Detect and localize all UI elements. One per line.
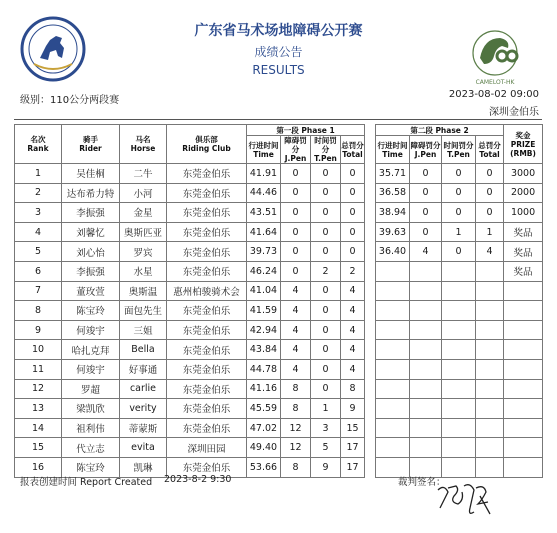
table-row bbox=[15, 418, 543, 438]
camelot-logo-text: CAMELOT-HK bbox=[475, 79, 515, 86]
col-p1-total: 总罚分 Total bbox=[341, 136, 365, 164]
cell-p2-total bbox=[476, 320, 504, 340]
cell-p1-tpen: 9 bbox=[311, 457, 341, 477]
cell-club: 东莞金伯乐 bbox=[167, 359, 247, 379]
col-p2-jpen: 障碍罚分 J.Pen bbox=[410, 136, 442, 164]
cell-p1-tpen: 0 bbox=[311, 281, 341, 301]
col-p2-total: 总罚分 Total bbox=[476, 136, 504, 164]
cell-p1-total: 0 bbox=[341, 183, 365, 203]
event-title: 广东省马术场地障碍公开赛 bbox=[194, 23, 363, 39]
cell-horse: Bella bbox=[120, 340, 167, 360]
cell-rank: 3 bbox=[15, 203, 62, 223]
cell-p2-jpen bbox=[410, 359, 442, 379]
cell-rank: 6 bbox=[15, 261, 62, 281]
cell-p1-time: 45.59 bbox=[247, 399, 281, 419]
cell-p1-time: 49.40 bbox=[247, 438, 281, 458]
cell-p1-total: 4 bbox=[341, 320, 365, 340]
cell-prize: 2000 bbox=[504, 183, 543, 203]
cell-p1-total: 0 bbox=[341, 203, 365, 223]
cell-p1-tpen: 3 bbox=[311, 418, 341, 438]
cell-rider: 陈宝玲 bbox=[62, 457, 120, 477]
camelot-logo-icon bbox=[462, 26, 528, 88]
cell-p2-jpen bbox=[410, 301, 442, 321]
cell-rider: 刘馨忆 bbox=[62, 222, 120, 242]
cell-p1-total: 0 bbox=[341, 222, 365, 242]
col-prize: 奖金 PRIZE (RMB) bbox=[504, 125, 543, 164]
table-row bbox=[15, 399, 543, 419]
cell-club: 东莞金伯乐 bbox=[167, 399, 247, 419]
cell-p1-tpen: 0 bbox=[311, 183, 341, 203]
results-heading: RESULTS bbox=[252, 63, 305, 77]
cell-p1-total: 17 bbox=[341, 438, 365, 458]
cell-spacer bbox=[365, 164, 376, 184]
cell-prize bbox=[504, 320, 543, 340]
cell-p1-total: 4 bbox=[341, 301, 365, 321]
cell-club: 惠州柏骏骑术会 bbox=[167, 281, 247, 301]
cell-p2-total bbox=[476, 281, 504, 301]
col-p1-time: 行进时间 Time bbox=[247, 136, 281, 164]
cell-horse: 金星 bbox=[120, 203, 167, 223]
cell-club: 东莞金伯乐 bbox=[167, 164, 247, 184]
cell-p1-jpen: 0 bbox=[281, 164, 311, 184]
cell-p2-tpen bbox=[442, 261, 476, 281]
cell-p1-time: 43.51 bbox=[247, 203, 281, 223]
cell-horse: evita bbox=[120, 438, 167, 458]
cell-p1-jpen: 0 bbox=[281, 261, 311, 281]
cell-rider: 何竣宇 bbox=[62, 320, 120, 340]
cell-rank: 10 bbox=[15, 340, 62, 360]
cell-p1-tpen: 0 bbox=[311, 222, 341, 242]
cell-prize: 奖品 bbox=[504, 222, 543, 242]
cell-p1-total: 15 bbox=[341, 418, 365, 438]
cell-club: 东莞金伯乐 bbox=[167, 261, 247, 281]
cell-prize: 奖品 bbox=[504, 242, 543, 262]
cell-p1-total: 17 bbox=[341, 457, 365, 477]
col-p2-tpen: 时间罚分 T.Pen bbox=[442, 136, 476, 164]
cell-p2-jpen bbox=[410, 379, 442, 399]
cell-p1-time: 39.73 bbox=[247, 242, 281, 262]
cell-rider: 刘心怡 bbox=[62, 242, 120, 262]
cell-p2-total bbox=[476, 379, 504, 399]
cell-p2-time bbox=[376, 379, 410, 399]
cell-p1-jpen: 0 bbox=[281, 183, 311, 203]
cell-prize bbox=[504, 281, 543, 301]
cell-spacer bbox=[365, 320, 376, 340]
cell-club: 东莞金伯乐 bbox=[167, 340, 247, 360]
col-spacer bbox=[365, 125, 376, 164]
cell-p1-time: 42.94 bbox=[247, 320, 281, 340]
table-header-row-1 bbox=[15, 125, 543, 136]
cell-p1-jpen: 12 bbox=[281, 418, 311, 438]
cell-p2-time: 39.63 bbox=[376, 222, 410, 242]
cell-horse: 水星 bbox=[120, 261, 167, 281]
report-header bbox=[0, 0, 557, 118]
cell-p1-jpen: 8 bbox=[281, 399, 311, 419]
cell-p2-total: 4 bbox=[476, 242, 504, 262]
cell-spacer bbox=[365, 203, 376, 223]
cell-p1-tpen: 5 bbox=[311, 438, 341, 458]
cell-p2-total: 0 bbox=[476, 203, 504, 223]
cell-horse: 凯琳 bbox=[120, 457, 167, 477]
cell-rank: 5 bbox=[15, 242, 62, 262]
cell-p2-time bbox=[376, 359, 410, 379]
cell-prize bbox=[504, 379, 543, 399]
cell-rider: 董玫萱 bbox=[62, 281, 120, 301]
cell-p1-time: 46.24 bbox=[247, 261, 281, 281]
table-row bbox=[15, 203, 543, 223]
cell-p1-total: 2 bbox=[341, 261, 365, 281]
cell-p2-time: 36.58 bbox=[376, 183, 410, 203]
cell-p2-tpen bbox=[442, 418, 476, 438]
table-row bbox=[15, 164, 543, 184]
cell-spacer bbox=[365, 242, 376, 262]
cell-prize: 奖品 bbox=[504, 261, 543, 281]
cell-spacer bbox=[365, 457, 376, 477]
cell-p2-jpen: 4 bbox=[410, 242, 442, 262]
cell-p2-time bbox=[376, 399, 410, 419]
cell-p1-tpen: 0 bbox=[311, 379, 341, 399]
cell-spacer bbox=[365, 261, 376, 281]
cell-horse: 小河 bbox=[120, 183, 167, 203]
cell-rider: 李振强 bbox=[62, 203, 120, 223]
cell-spacer bbox=[365, 379, 376, 399]
results-body bbox=[15, 164, 543, 478]
cell-p2-tpen bbox=[442, 320, 476, 340]
cell-p1-jpen: 4 bbox=[281, 320, 311, 340]
cell-p1-time: 43.84 bbox=[247, 340, 281, 360]
referee-signature bbox=[434, 478, 494, 520]
cell-horse: 面包先生 bbox=[120, 301, 167, 321]
cell-p1-jpen: 8 bbox=[281, 457, 311, 477]
cell-prize: 3000 bbox=[504, 164, 543, 184]
cell-rank: 2 bbox=[15, 183, 62, 203]
col-phase1: 第一段 Phase 1 bbox=[247, 125, 365, 136]
cell-p1-tpen: 0 bbox=[311, 242, 341, 262]
report-created-value: 2023-8-2 9:30 bbox=[164, 474, 232, 485]
cell-p1-tpen: 1 bbox=[311, 399, 341, 419]
cell-club: 东莞金伯乐 bbox=[167, 301, 247, 321]
cell-p1-tpen: 0 bbox=[311, 359, 341, 379]
cell-spacer bbox=[365, 438, 376, 458]
cell-p1-total: 8 bbox=[341, 379, 365, 399]
cell-rank: 11 bbox=[15, 359, 62, 379]
col-horse: 马名 Horse bbox=[120, 125, 167, 164]
cell-p2-tpen bbox=[442, 457, 476, 477]
cell-p1-tpen: 0 bbox=[311, 203, 341, 223]
col-rank: 名次 Rank bbox=[15, 125, 62, 164]
cell-p2-total bbox=[476, 418, 504, 438]
cell-p1-jpen: 4 bbox=[281, 340, 311, 360]
cell-horse: 三姐 bbox=[120, 320, 167, 340]
cell-p2-time: 36.40 bbox=[376, 242, 410, 262]
cell-p1-total: 4 bbox=[341, 340, 365, 360]
cell-p2-tpen bbox=[442, 281, 476, 301]
table-row bbox=[15, 359, 543, 379]
col-rider: 骑手 Rider bbox=[62, 125, 120, 164]
referee-signature-label: 裁判签名： bbox=[398, 477, 446, 488]
table-row bbox=[15, 438, 543, 458]
cell-rider: 陈宝玲 bbox=[62, 301, 120, 321]
cell-p2-total: 1 bbox=[476, 222, 504, 242]
cell-p2-jpen bbox=[410, 261, 442, 281]
cell-p2-total: 0 bbox=[476, 164, 504, 184]
cell-p2-tpen bbox=[442, 301, 476, 321]
cell-p2-time bbox=[376, 340, 410, 360]
cell-horse: 二牛 bbox=[120, 164, 167, 184]
cell-horse: 罗宾 bbox=[120, 242, 167, 262]
cell-club: 东莞金伯乐 bbox=[167, 320, 247, 340]
cell-rider: 罗超 bbox=[62, 379, 120, 399]
cell-p2-tpen: 1 bbox=[442, 222, 476, 242]
cell-rank: 4 bbox=[15, 222, 62, 242]
cell-club: 东莞金伯乐 bbox=[167, 203, 247, 223]
cell-p2-time: 38.94 bbox=[376, 203, 410, 223]
cell-p1-tpen: 0 bbox=[311, 320, 341, 340]
cell-rank: 13 bbox=[15, 399, 62, 419]
cell-p2-total bbox=[476, 340, 504, 360]
cell-rank: 15 bbox=[15, 438, 62, 458]
col-p1-tpen: 时间罚分 T.Pen bbox=[311, 136, 341, 164]
cell-p2-time bbox=[376, 418, 410, 438]
cell-p2-time bbox=[376, 301, 410, 321]
cell-rider: 哈扎克拜 bbox=[62, 340, 120, 360]
header-divider bbox=[14, 119, 542, 120]
cell-p2-tpen: 0 bbox=[442, 242, 476, 262]
cell-p2-tpen bbox=[442, 379, 476, 399]
cell-p2-jpen bbox=[410, 438, 442, 458]
cell-prize bbox=[504, 340, 543, 360]
cell-spacer bbox=[365, 399, 376, 419]
cell-p2-total bbox=[476, 301, 504, 321]
col-p2-time: 行进时间 Time bbox=[376, 136, 410, 164]
cell-club: 东莞金伯乐 bbox=[167, 379, 247, 399]
cell-p1-time: 41.91 bbox=[247, 164, 281, 184]
results-table bbox=[14, 124, 543, 478]
cell-horse: 好事通 bbox=[120, 359, 167, 379]
cell-p2-time bbox=[376, 320, 410, 340]
cell-p2-jpen: 0 bbox=[410, 164, 442, 184]
cell-prize: 1000 bbox=[504, 203, 543, 223]
cell-rider: 祖利伟 bbox=[62, 418, 120, 438]
cell-p1-tpen: 0 bbox=[311, 340, 341, 360]
results-table-container bbox=[14, 124, 542, 478]
cell-p1-total: 0 bbox=[341, 242, 365, 262]
cell-p1-tpen: 2 bbox=[311, 261, 341, 281]
table-row bbox=[15, 261, 543, 281]
table-row bbox=[15, 281, 543, 301]
cell-prize bbox=[504, 301, 543, 321]
cell-p2-tpen: 0 bbox=[442, 183, 476, 203]
cell-p2-total bbox=[476, 399, 504, 419]
table-row bbox=[15, 301, 543, 321]
cell-p1-time: 41.59 bbox=[247, 301, 281, 321]
cell-p1-tpen: 0 bbox=[311, 164, 341, 184]
cell-spacer bbox=[365, 281, 376, 301]
cell-club: 东莞金伯乐 bbox=[167, 418, 247, 438]
cell-prize bbox=[504, 418, 543, 438]
cell-club: 深圳田园 bbox=[167, 438, 247, 458]
cell-horse: carlie bbox=[120, 379, 167, 399]
cell-p1-jpen: 0 bbox=[281, 242, 311, 262]
cell-p1-time: 44.78 bbox=[247, 359, 281, 379]
table-row bbox=[15, 320, 543, 340]
event-datetime: 2023-08-02 09:00 bbox=[448, 89, 539, 100]
cell-p1-total: 4 bbox=[341, 281, 365, 301]
cell-rank: 14 bbox=[15, 418, 62, 438]
cell-p2-tpen bbox=[442, 399, 476, 419]
cell-p2-time bbox=[376, 438, 410, 458]
cell-p2-tpen bbox=[442, 359, 476, 379]
col-club: 俱乐部 Riding Club bbox=[167, 125, 247, 164]
cell-rank: 7 bbox=[15, 281, 62, 301]
cell-rank: 9 bbox=[15, 320, 62, 340]
cell-p1-jpen: 0 bbox=[281, 203, 311, 223]
cell-p2-jpen: 0 bbox=[410, 183, 442, 203]
cell-prize bbox=[504, 457, 543, 477]
cell-rank: 16 bbox=[15, 457, 62, 477]
cell-prize bbox=[504, 359, 543, 379]
cell-spacer bbox=[365, 418, 376, 438]
table-row bbox=[15, 183, 543, 203]
cell-p1-time: 41.04 bbox=[247, 281, 281, 301]
cell-p2-tpen: 0 bbox=[442, 203, 476, 223]
cell-spacer bbox=[365, 359, 376, 379]
cell-p1-jpen: 4 bbox=[281, 281, 311, 301]
cell-p1-jpen: 0 bbox=[281, 222, 311, 242]
cell-p1-total: 0 bbox=[341, 164, 365, 184]
cell-p1-jpen: 4 bbox=[281, 301, 311, 321]
cell-p1-jpen: 12 bbox=[281, 438, 311, 458]
cell-p1-time: 44.46 bbox=[247, 183, 281, 203]
event-venue: 深圳金伯乐 bbox=[489, 107, 539, 118]
cell-p2-time bbox=[376, 261, 410, 281]
cell-p2-jpen: 0 bbox=[410, 222, 442, 242]
cell-p2-total bbox=[476, 457, 504, 477]
cell-p1-time: 41.16 bbox=[247, 379, 281, 399]
cell-p1-jpen: 8 bbox=[281, 379, 311, 399]
table-row bbox=[15, 379, 543, 399]
cell-spacer bbox=[365, 222, 376, 242]
cell-p1-total: 4 bbox=[341, 359, 365, 379]
cell-prize bbox=[504, 399, 543, 419]
cell-rank: 12 bbox=[15, 379, 62, 399]
cell-p2-total bbox=[476, 359, 504, 379]
cell-p2-tpen: 0 bbox=[442, 164, 476, 184]
cell-p2-jpen bbox=[410, 281, 442, 301]
report-subtitle: 成绩公告 bbox=[254, 45, 303, 59]
cell-horse: 奥斯温 bbox=[120, 281, 167, 301]
table-row bbox=[15, 340, 543, 360]
table-row bbox=[15, 222, 543, 242]
cell-club: 东莞金伯乐 bbox=[167, 242, 247, 262]
cell-rider: 梁凯欣 bbox=[62, 399, 120, 419]
cell-p2-jpen bbox=[410, 340, 442, 360]
col-p1-jpen: 障碍罚分 J.Pen bbox=[281, 136, 311, 164]
cell-p2-tpen bbox=[442, 438, 476, 458]
cell-p1-time: 53.66 bbox=[247, 457, 281, 477]
cell-p2-jpen: 0 bbox=[410, 203, 442, 223]
competition-level: 级别：110公分两段赛 bbox=[20, 95, 120, 106]
cell-p1-tpen: 0 bbox=[311, 301, 341, 321]
cell-p1-time: 47.02 bbox=[247, 418, 281, 438]
cell-p2-time: 35.71 bbox=[376, 164, 410, 184]
cell-p2-time bbox=[376, 281, 410, 301]
cell-rider: 李振强 bbox=[62, 261, 120, 281]
cell-club: 东莞金伯乐 bbox=[167, 222, 247, 242]
cell-p1-total: 9 bbox=[341, 399, 365, 419]
cell-p2-jpen bbox=[410, 418, 442, 438]
cell-spacer bbox=[365, 183, 376, 203]
cell-spacer bbox=[365, 340, 376, 360]
cell-club: 东莞金伯乐 bbox=[167, 457, 247, 477]
cell-club: 东莞金伯乐 bbox=[167, 183, 247, 203]
cell-rank: 8 bbox=[15, 301, 62, 321]
cell-p2-tpen bbox=[442, 340, 476, 360]
col-phase2: 第二段 Phase 2 bbox=[376, 125, 504, 136]
cell-p2-jpen bbox=[410, 320, 442, 340]
cell-p1-time: 41.64 bbox=[247, 222, 281, 242]
cell-spacer bbox=[365, 301, 376, 321]
cell-rider: 达布希力特 bbox=[62, 183, 120, 203]
table-row bbox=[15, 242, 543, 262]
cell-p2-total: 0 bbox=[476, 183, 504, 203]
cell-horse: verity bbox=[120, 399, 167, 419]
cell-p2-total bbox=[476, 261, 504, 281]
cell-horse: 奥斯匹亚 bbox=[120, 222, 167, 242]
cell-p2-jpen bbox=[410, 399, 442, 419]
cell-rider: 何竣宇 bbox=[62, 359, 120, 379]
cell-p1-jpen: 4 bbox=[281, 359, 311, 379]
report-created-label: 报表创建时间 Report Created bbox=[20, 477, 153, 488]
cell-rider: 代立志 bbox=[62, 438, 120, 458]
cell-horse: 蒂蒙斯 bbox=[120, 418, 167, 438]
cell-rider: 吴佳桐 bbox=[62, 164, 120, 184]
cell-prize bbox=[504, 438, 543, 458]
cell-rank: 1 bbox=[15, 164, 62, 184]
cell-p2-total bbox=[476, 438, 504, 458]
